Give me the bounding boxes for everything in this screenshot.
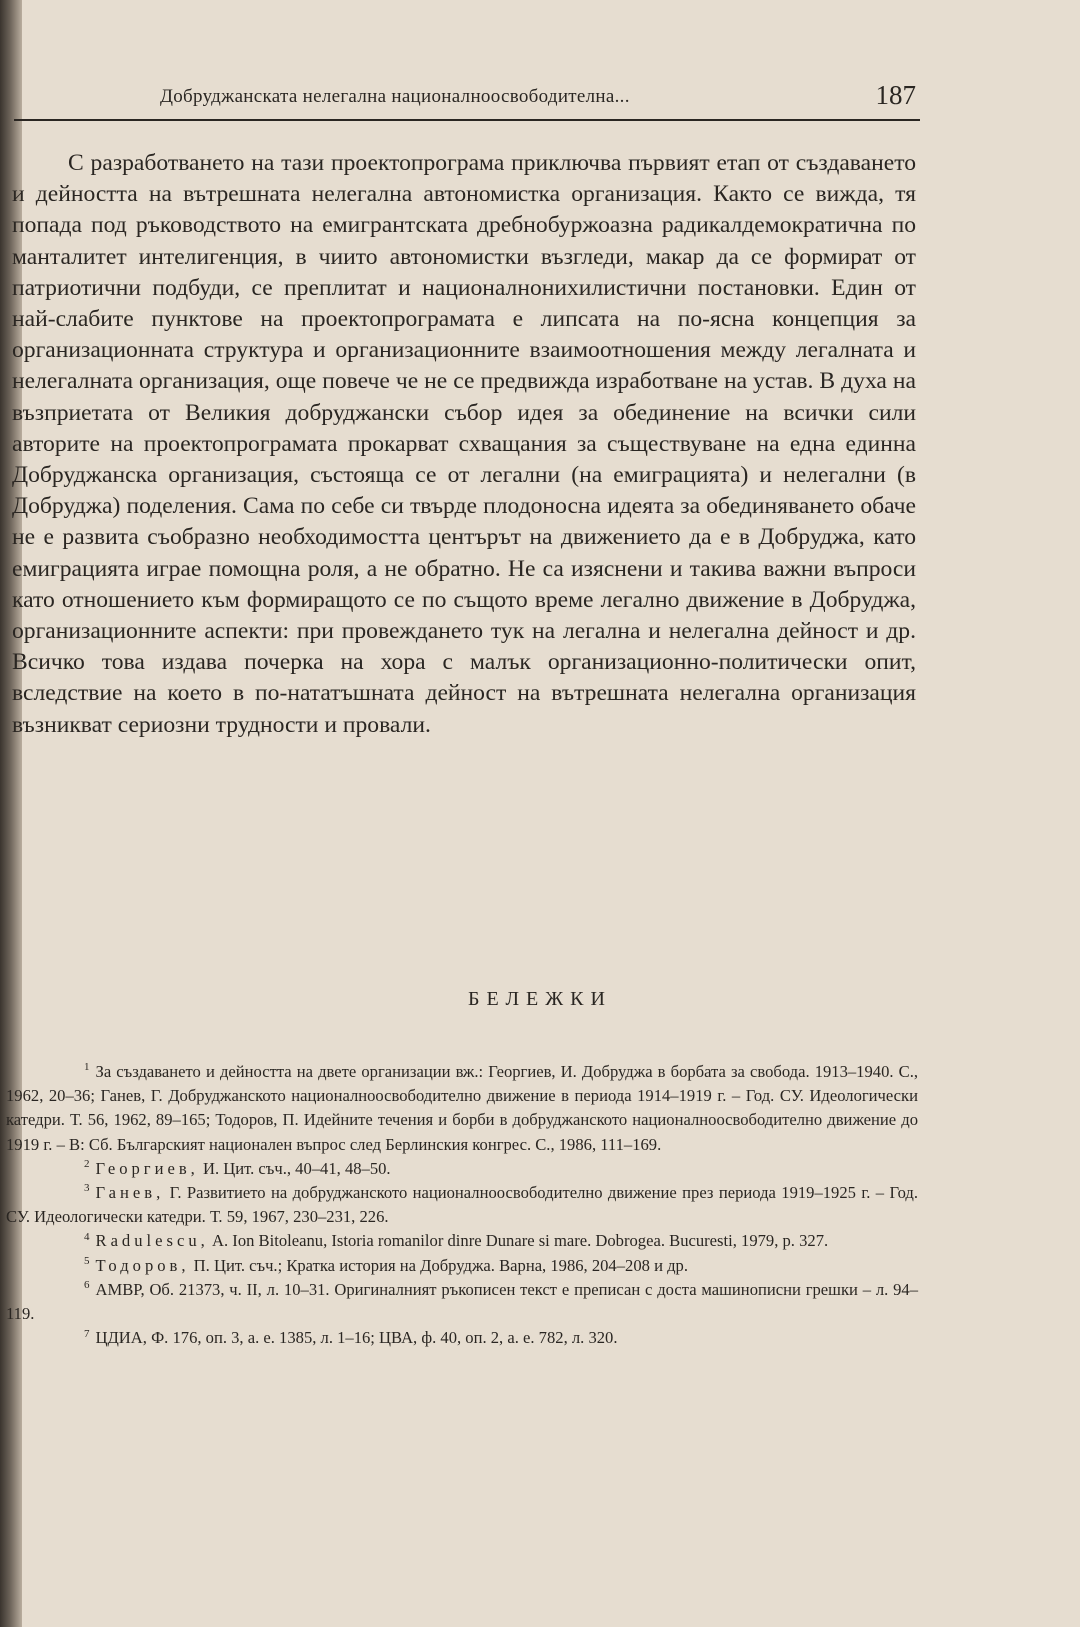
- note-number: 5: [84, 1255, 90, 1268]
- note-item: [6, 1326, 918, 1350]
- note-number: 4: [84, 1230, 90, 1243]
- paragraph: С разработването на тази проектопрограма приключва първият етап от създаването и дейността на вътрешната нелегална автономистка организация. Както се вижда, тя попада под ръководството на емигрантската дребнобуржоазна радикалдемократична по манталитет интелигенция, в чиито автономистки възгледи, макар да се формират от патриотични подбуди, се преплитат и националнонихилистични постановки. Един от най-слабите пунктове на проектопрограмата е липсата на по-ясна концепция за организационната структура и организационните взаимоотношения между легалната и нелегалната организация, още повече че не се предвижда изработване на устав. В духа на възприетата от Великия добруджански събор идея за обединение на всички сили авторите на проектопрограмата прокарват схващания за съществуване на една единна Добруджанска организация, състояща се от легални (на емиграцията) и нелегални (в Добруджа) поделения. Сама по себе си твърде плодоносна идеята за обединяването обаче не е развита съобразно необходимостта центърът на движението да е в Добруджа, като емиграцията играе помощна роля, а не обратно. Не са изяснени и такива важни въпроси като отношението към формиращото се по същото време легално движение в Добруджа, организационните аспекти: при провеждането тук на легална и нелегална дейност и др. Всичко това издава почерка на хора с малък организационно-политически опит, вследствие на което в по-нататъшната дейност на вътрешната нелегална организация възникват сериозни трудности и провали.: [12, 150, 916, 738]
- note-author: Ганев,: [95, 1183, 165, 1203]
- notes-heading: БЕЛЕЖКИ: [468, 988, 612, 1010]
- note-number: 3: [84, 1182, 90, 1195]
- header-rule: [14, 119, 920, 121]
- note-number: 2: [84, 1158, 90, 1171]
- note-author: Георгиев,: [95, 1158, 199, 1178]
- note-author: Radulescu,: [95, 1231, 209, 1251]
- note-text: За създаването и дейността на двете организации вж.: Георгиев, И. Добруджа в борбата за свобода. 1913–1940. С., 1962, 20–36; Ганев, Г. Добруджанското националноосвободително движение в периода 1914–1919 г. – Год. СУ. Идеологически катедри. Т. 56, 1962, 89–165; Тодоров, П. Идейните течения и борби в добруджанското националноосвободително движение до 1919 г. – В: Сб. Българският национален въпрос след Берлинския конгрес. С., 1986, 111–169.: [6, 1062, 918, 1154]
- note-text: ЦДИА, Ф. 176, оп. 3, а. е. 1385, л. 1–16; ЦВА, ф. 40, оп. 2, а. е. 782, л. 320.: [95, 1328, 618, 1348]
- note-text: И. Цит. съч., 40–41, 48–50.: [198, 1158, 391, 1178]
- note-item: [6, 1157, 918, 1181]
- note-text: АМВР, Об. 21373, ч. II, л. 10–31. Оригиналният ръкописен текст е преписан с доста машинописни грешки – л. 94–119.: [6, 1279, 918, 1324]
- note-item: [6, 1181, 918, 1229]
- note-number: 7: [84, 1327, 90, 1340]
- note-number: 6: [84, 1279, 90, 1292]
- note-item: [6, 1278, 918, 1326]
- note-item: [6, 1254, 918, 1278]
- note-text: Г. Развитието на добруджанското националноосвободително движение през периода 1919–1925 г. – Год. СУ. Идеологически катедри. Т. 59, 1967, 230–231, 226.: [6, 1183, 918, 1227]
- page-header: [160, 82, 920, 116]
- note-text: A. Ion Bitoleanu, Istoria romanilor dinre Dunare si mare. Dobrogea. Bucuresti, 1979, p. 327.: [208, 1231, 829, 1251]
- note-author: Тодоров,: [95, 1255, 190, 1275]
- main-text: [12, 148, 916, 741]
- running-title: Добруджанската нелегална националноосвободителна...: [160, 86, 630, 107]
- note-item: [6, 1060, 918, 1157]
- note-text: П. Цит. съч.; Кратка история на Добруджа. Варна, 1986, 204–208 и др.: [189, 1255, 688, 1275]
- note-item: [6, 1229, 918, 1253]
- notes-list: [6, 1060, 918, 1350]
- note-number: 1: [84, 1061, 90, 1074]
- page-number: 187: [875, 80, 916, 110]
